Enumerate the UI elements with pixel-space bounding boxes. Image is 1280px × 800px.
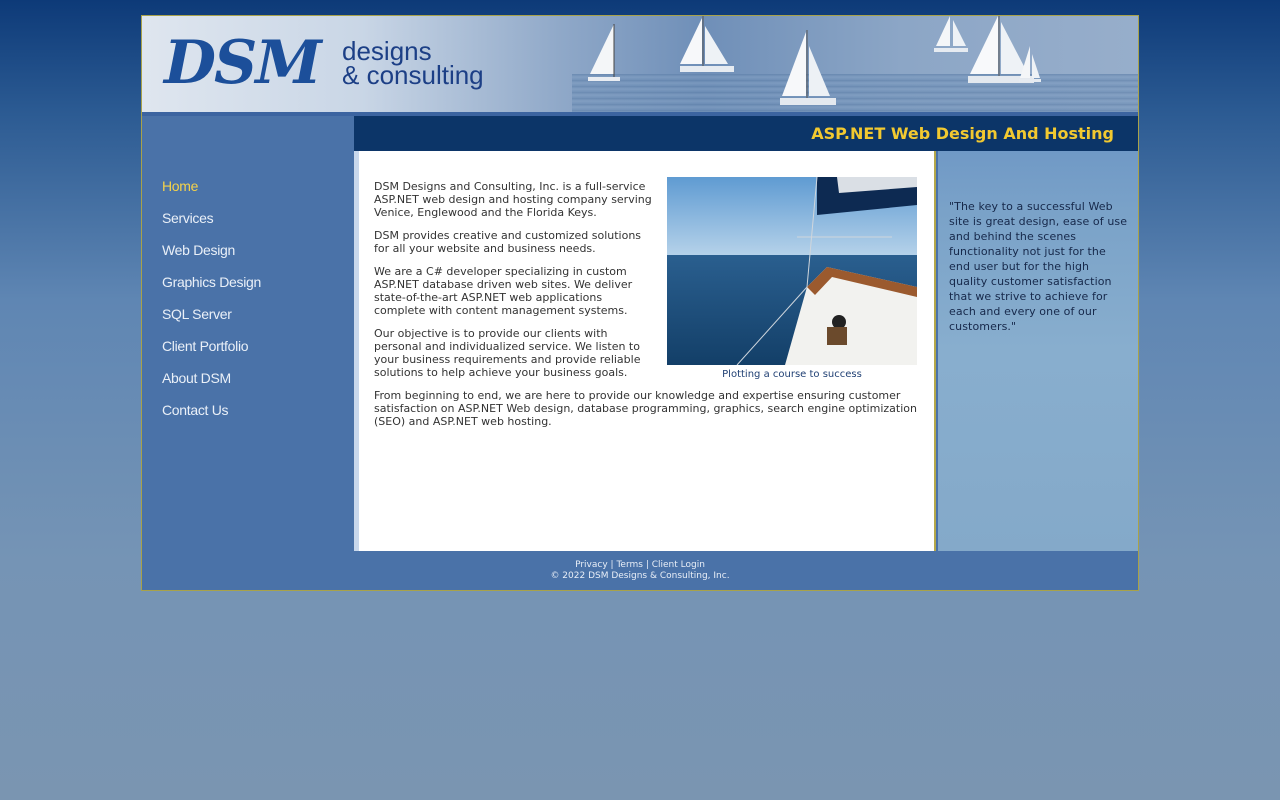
- nav-link-about-dsm[interactable]: About DSM: [162, 370, 231, 386]
- logo-line-consulting: & consulting: [342, 60, 484, 90]
- nav-link-graphics-design[interactable]: Graphics Design: [162, 274, 261, 290]
- objective-paragraph: Our objective is to provide our clients with personal and individualized service. We listen to your business requirements and provide reliable solutions to help achieve your business goals.: [374, 327, 641, 379]
- page-container: [141, 15, 1139, 591]
- footer-separator: |: [607, 560, 617, 570]
- site-logo[interactable]: [164, 26, 484, 100]
- sailboat-icon: [1018, 44, 1042, 86]
- nav-link-sql-server[interactable]: SQL Server: [162, 306, 232, 322]
- nav-item-sql-server: [162, 304, 261, 336]
- nav-link-home[interactable]: Home: [162, 178, 199, 194]
- terms-link[interactable]: Terms: [616, 560, 643, 570]
- figure-caption: Plotting a course to success: [722, 369, 862, 380]
- nav-item-web-design: [162, 240, 261, 272]
- logo-line-designs: designs: [342, 36, 432, 66]
- sailboat-icon: [774, 28, 844, 110]
- header-sea-image: [572, 74, 1138, 112]
- privacy-link[interactable]: Privacy: [575, 560, 608, 570]
- intro-paragraph: DSM Designs and Consulting, Inc. is a full-service ASP.NET web design and hosting company serving Venice, Englewood and the Florida Keys.: [374, 180, 652, 219]
- nav-item-graphics-design: [162, 272, 261, 304]
- content-text: [374, 180, 924, 438]
- page-title: ASP.NET Web Design And Hosting: [811, 124, 1114, 143]
- client-login-link[interactable]: Client Login: [651, 560, 705, 570]
- sailboat-icon: [584, 22, 624, 84]
- developer-paragraph: We are a C# developer specializing in custom ASP.NET database driven web sites. We deliver state-of-the-art ASP.NET web applications complete with content management systems.: [374, 265, 633, 317]
- footer-separator: |: [642, 560, 652, 570]
- main-nav: [162, 176, 261, 432]
- logo-monogram: DSM: [164, 28, 320, 98]
- sailboat-icon: [672, 16, 742, 86]
- copyright-text: © 2022 DSM Designs & Consulting, Inc.: [550, 571, 730, 581]
- nav-link-contact-us[interactable]: Contact Us: [162, 402, 229, 418]
- nav-item-about-dsm: [162, 368, 261, 400]
- nav-link-client-portfolio[interactable]: Client Portfolio: [162, 338, 249, 354]
- nav-item-contact-us: [162, 400, 261, 432]
- nav-link-web-design[interactable]: Web Design: [162, 242, 236, 258]
- nav-item-client-portfolio: [162, 336, 261, 368]
- title-bar: [354, 116, 1138, 151]
- header-banner: [142, 16, 1138, 112]
- footer: [142, 551, 1138, 590]
- quote-text: "The key to a successful Web site is great design, ease of use and behind the scenes functionality not just for the end user but for the high quality customer satisfaction that we strive to achieve for each and every one of our customers.": [949, 200, 1128, 333]
- main-content: [354, 151, 936, 551]
- solutions-paragraph: DSM provides creative and customized solutions for all your website and business needs.: [374, 229, 642, 255]
- quote-panel: [938, 151, 1138, 551]
- expertise-paragraph: From beginning to end, we are here to provide our knowledge and expertise ensuring customer satisfaction on ASP.NET Web design, database programming, graphics, search engine optimization (SEO) and ASP.NET web hosting.: [374, 389, 917, 428]
- nav-link-services[interactable]: Services: [162, 210, 214, 226]
- footer-links: [142, 551, 1138, 571]
- nav-item-services: [162, 208, 261, 240]
- sidebar: [142, 116, 354, 551]
- nav-item-home: [162, 176, 261, 208]
